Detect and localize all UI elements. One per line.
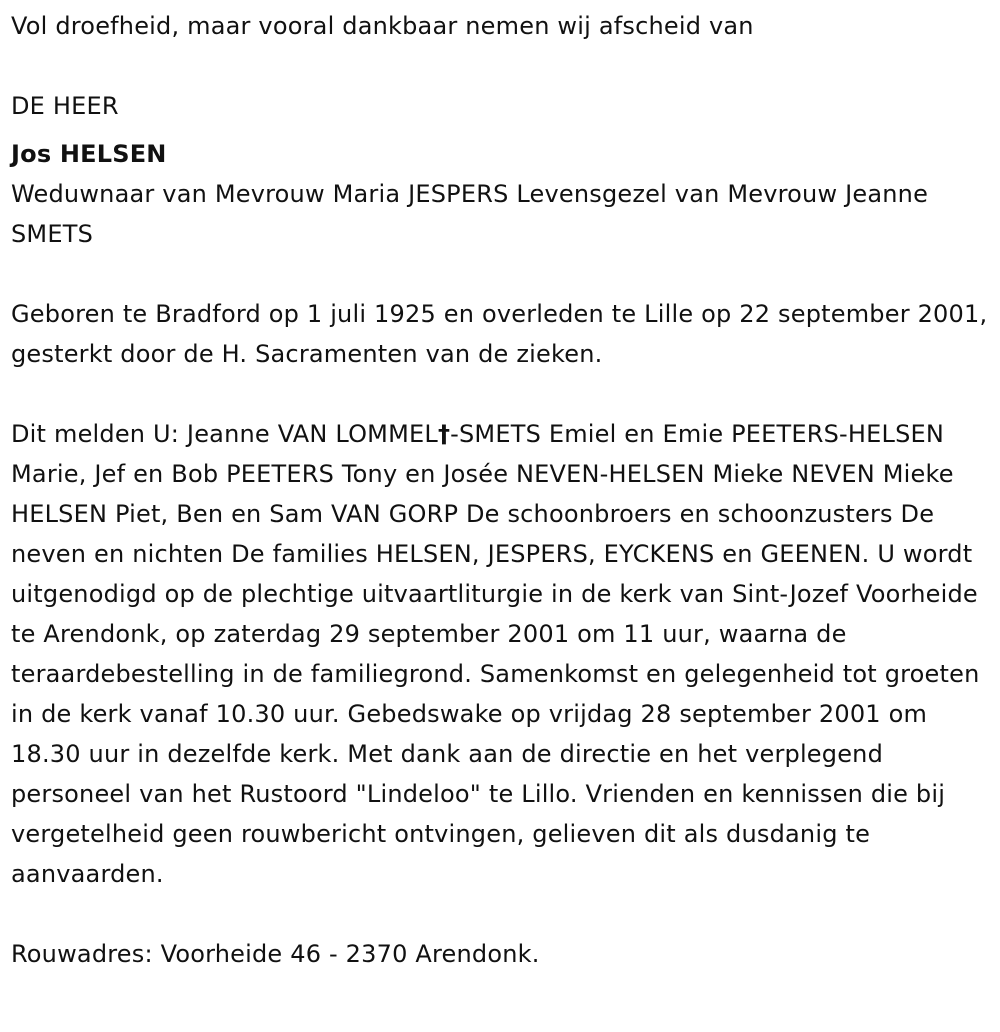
obituary-notice [11, 6, 989, 974]
spacer [11, 374, 989, 414]
intro-text: Vol droefheid, maar vooral dankbaar nemen wij afscheid van [11, 12, 754, 40]
deceased-name: Jos HELSEN [11, 140, 167, 168]
cross-icon: † [437, 420, 451, 448]
spacer [11, 254, 989, 294]
spacer [11, 46, 989, 86]
birth-death-text: Geboren te Bradford op 1 juli 1925 en overleden te Lille op 22 september 2001, gesterkt door de H. Sacramenten van de zieken. [11, 300, 988, 368]
relation-text: Weduwnaar van Mevrouw Maria JESPERS Levensgezel van Mevrouw Jeanne SMETS [11, 180, 929, 248]
spacer [11, 894, 989, 934]
honorific: DE HEER [11, 92, 119, 120]
announcement-start: Dit melden U: Jeanne VAN LOMMEL [11, 420, 438, 448]
announcement-text [11, 414, 989, 894]
announcement-rest: -SMETS Emiel en Emie PEETERS-HELSEN Marie, Jef en Bob PEETERS Tony en Josée NEVEN-HELSEN Mieke NEVEN Mieke HELSEN Piet, Ben en Sam VAN GORP De schoonbroers en schoonzusters De neven en nichten De families HELSEN, JESPERS, EYCKENS en GEENEN. U wordt uitgenodigd op de plechtige uitvaartliturgie in de kerk van Sint-Jozef Voorheide te Arendonk, op zaterdag 29 september 2001 om 11 uur, waarna de teraardebestelling in de familiegrond. Samenkomst en gelegenheid tot groeten in de kerk vanaf 10.30 uur. Gebedswake op vrijdag 28 september 2001 om 18.30 uur in dezelfde kerk. Met dank aan de directie en het verplegend personeel van het Rustoord "Lindeloo" te Lillo. Vrienden en kennissen die bij vergetelheid geen rouwbericht ontvingen, gelieven dit als dusdanig te aanvaarden. [11, 420, 980, 888]
funeral-address: Rouwadres: Voorheide 46 - 2370 Arendonk. [11, 940, 540, 968]
